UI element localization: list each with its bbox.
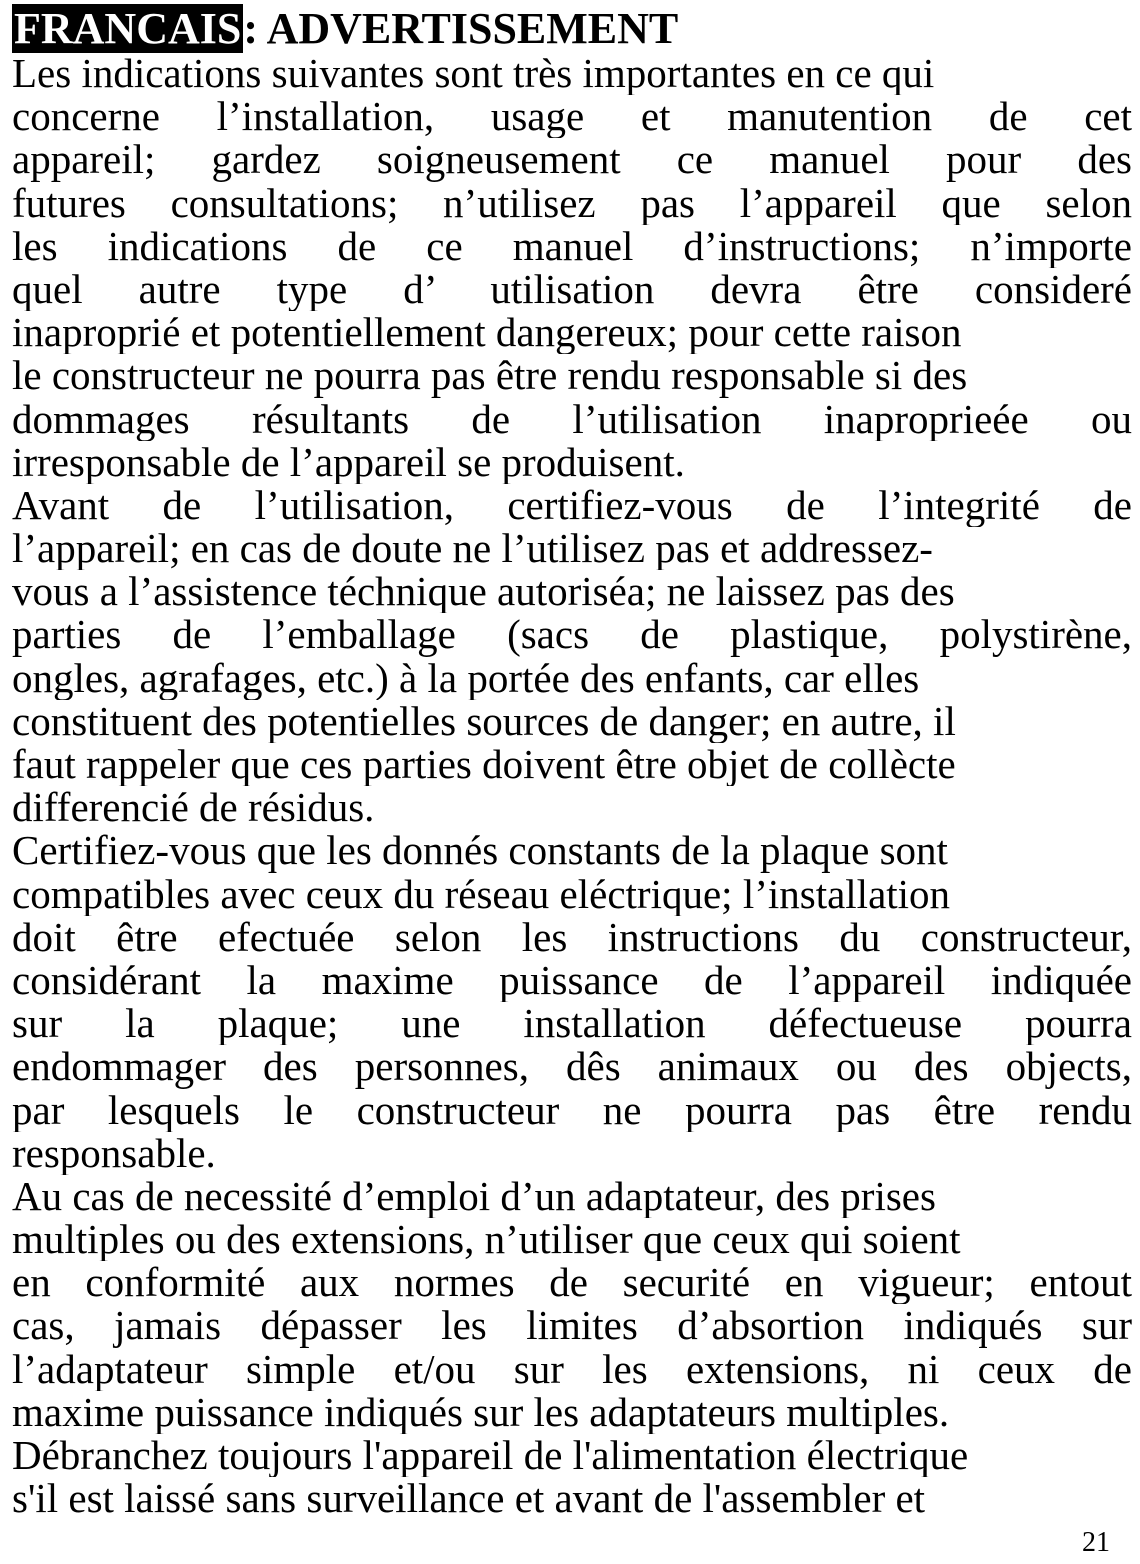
text-line: les indications de ce manuel d’instructions; n’importe: [12, 224, 1132, 268]
text-line: Débranchez toujours l'appareil de l'alimentation électrique: [12, 1434, 969, 1478]
text-line: ongles, agrafages, etc.) à la portée des enfants, car elles: [12, 656, 920, 700]
text-line: constituent des potentielles sources de danger; en autre, il: [12, 699, 956, 743]
text-line: appareil; gardez soigneusement ce manuel pour des: [12, 138, 1132, 182]
text-line: l’adaptateur simple et/ou sur les extensions, ni ceux de: [12, 1347, 1132, 1391]
text-line: differencié de résidus.: [12, 786, 375, 830]
text-line: Au cas de necessité d’emploi d’un adaptateur, des prises: [12, 1174, 936, 1219]
section-heading: [12, 6, 1132, 52]
text-line: vous a l’assistence téchnique autoriséa; ne laissez pas des: [12, 570, 955, 614]
text-line: inaproprié et potentiellement dangereux; pour cette raison: [12, 311, 962, 355]
text-line: Avant de l’utilisation, certifiez-vous de l’integrité de: [12, 483, 1132, 528]
text-line: Certifiez-vous que les donnés constants de la plaque sont: [12, 829, 948, 873]
warning-text-body: [12, 52, 1132, 1520]
text-line: responsable.: [12, 1131, 216, 1175]
text-line: quel autre type d’ utilisation devra être consideré: [12, 267, 1132, 312]
text-line: considérant la maxime puissance de l’appareil indiquée: [12, 958, 1132, 1003]
text-line: cas, jamais dépasser les limites d’absortion indiqués sur: [12, 1304, 1132, 1348]
text-line: compatibles avec ceux du réseau eléctrique; l’installation: [12, 872, 951, 916]
text-line: maxime puissance indiqués sur les adaptateurs multiples.: [12, 1390, 950, 1434]
text-line: doit être efectuée selon les instructions du constructeur,: [12, 915, 1132, 959]
text-line: sur la plaque; une installation défectueuse pourra: [12, 1002, 1132, 1046]
page-number: 21: [1082, 1527, 1110, 1558]
text-line: concerne l’installation, usage et manutention de cet: [12, 95, 1132, 139]
text-line: futures consultations; n’utilisez pas l’appareil que selon: [12, 181, 1132, 225]
text-line: irresponsable de l’appareil se produisent.: [12, 440, 685, 484]
text-line: dommages résultants de l’utilisation inaproprieée ou: [12, 397, 1132, 441]
text-line: endommager des personnes, dês animaux ou des objects,: [12, 1045, 1132, 1089]
language-label: FRANCAIS: [14, 4, 242, 53]
text-line: multiples ou des extensions, n’utiliser que ceux qui soient: [12, 1218, 961, 1262]
heading-separator: :: [243, 4, 267, 53]
text-line: par lesquels le constructeur ne pourra pas être rendu: [12, 1088, 1132, 1132]
text-line: le constructeur ne pourra pas être rendu responsable si des: [12, 354, 968, 398]
text-line: Les indications suivantes sont très importantes en ce qui: [12, 52, 935, 96]
text-line: faut rappeler que ces parties doivent être objet de collècte: [12, 743, 956, 787]
text-line: s'il est laissé sans surveillance et avant de l'assembler et: [12, 1477, 926, 1521]
text-line: en conformité aux normes de securité en vigueur; entout: [12, 1261, 1132, 1305]
text-line: l’appareil; en cas de doute ne l’utilisez pas et addressez-: [12, 527, 933, 571]
heading-title: ADVERTISSEMENT: [266, 4, 679, 53]
document-page: [12, 6, 1132, 1520]
text-line: parties de l’emballage (sacs de plastique, polystirène,: [12, 613, 1132, 657]
